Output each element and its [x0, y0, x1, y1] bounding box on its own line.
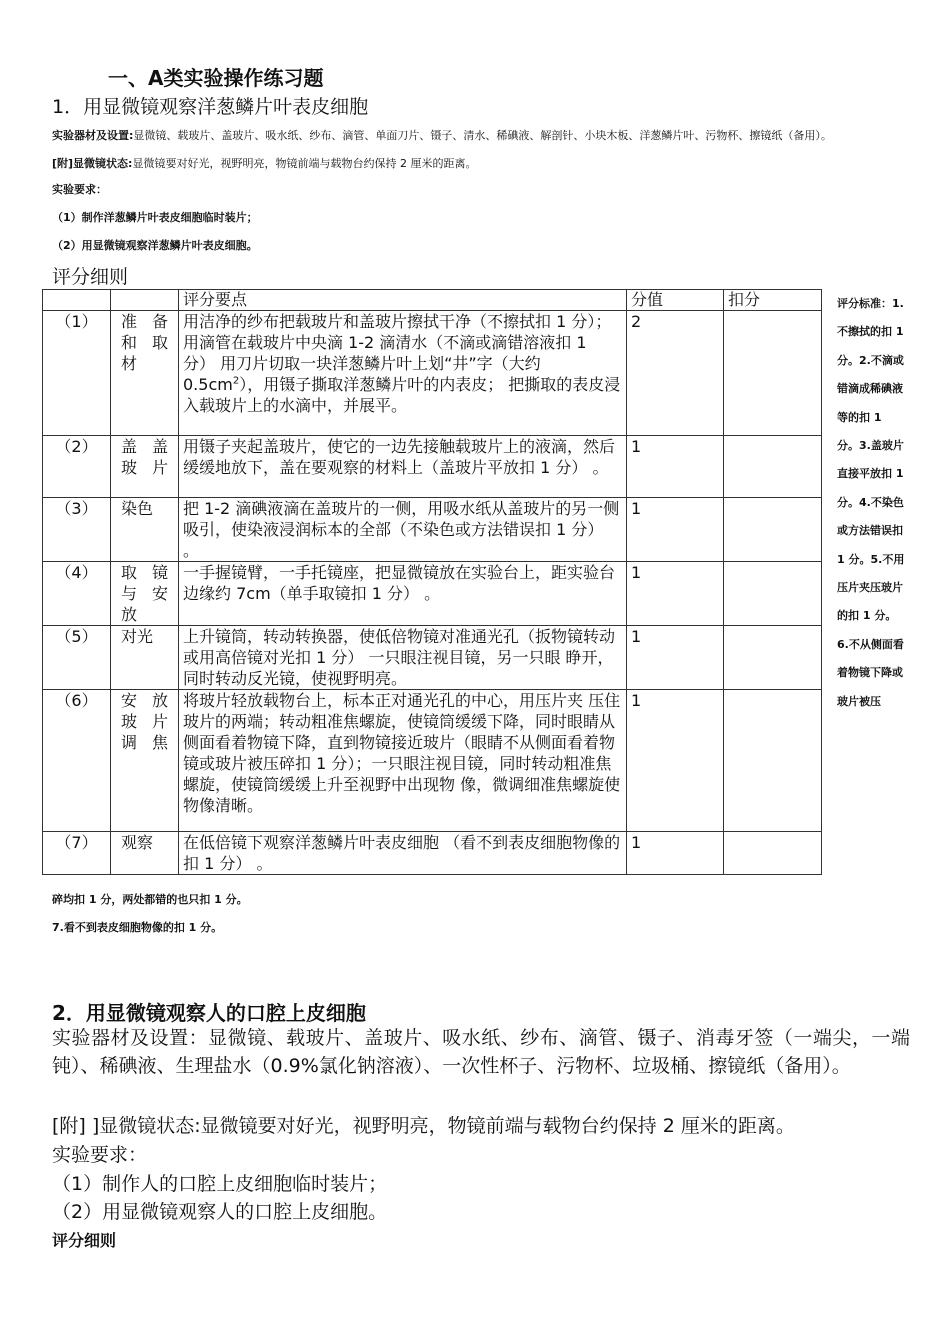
exp2-materials: 实验器材及设置：显微镜、载玻片、盖玻片、吸水纸、纱布、滴管、镊子、消毒牙签（一端尖，一端钝）、稀碘液、生理盐水（0.9%氯化钠溶液）、一次性杯子、污物杯、垃圾桶、擦镜纸（备用）。 [52, 1027, 910, 1077]
exp1-materials-text: 显微镜、载玻片、盖玻片、吸水纸、纱布、滴管、单面刀片、镊子、清水、稀碘液、解剖针、小块木板、洋葱鳞片叶、污物杯、擦镜纸（备用）。 [133, 129, 832, 142]
row-num: （7） [43, 832, 111, 875]
row-category: 染色 [111, 498, 179, 562]
exp1-title: 1．用显微镜观察洋葱鳞片叶表皮细胞 [52, 96, 369, 118]
row-point: 上升镜筒，转动转换器，使低倍物镜对准通光孔（扳物镜转动或用高倍镜对光扣 1 分） 一只眼注视目镜，另一只眼 睁开，同时转动反光镜，使视野明亮。 [179, 626, 627, 690]
row-point: 一手握镜臂，一手托镜座，把显微镜放在实验台上，距实验台边缘约 7cm（单手取镜扣 1 分） 。 [179, 562, 627, 626]
row-deduct [724, 832, 822, 875]
row-score: 1 [627, 832, 724, 875]
section-title: 一、A类实验操作练习题 [108, 66, 324, 90]
table-row [43, 436, 822, 498]
table-row [43, 498, 822, 562]
exp1-grade-title: 评分细则 [52, 266, 129, 288]
row-point: 将玻片轻放载物台上，标本正对通光孔的中心，用压片夹 压住玻片的两端；转动粗准焦螺旋，使镜筒缓缓下降，同时眼睛从侧面看着物镜下降，直到物镜接近玻片（眼睛不从侧面看着物镜或玻片被压碎扣 1 分）；一只眼注视目镜，同时转动粗准焦螺旋，使镜筒缓缓上升至视野中出现物 像，微调细准焦螺旋使物像清晰。 [179, 690, 627, 832]
row-point: 用镊子夹起盖玻片，使它的一边先接触载玻片上的液滴，然后缓缓地放下，盖在要观察的材料上（盖玻片平放扣 1 分） 。 [179, 436, 627, 498]
exp1-materials [52, 124, 832, 143]
row-deduct [724, 626, 822, 690]
exp2-title: 2．用显微镜观察人的口腔上皮细胞 [52, 1001, 366, 1025]
row-deduct [724, 562, 822, 626]
table-row [43, 626, 822, 690]
row-num: （4） [43, 562, 111, 626]
row-point: 在低倍镜下观察洋葱鳞片叶表皮细胞 （看不到表皮细胞物像的扣 1 分） 。 [179, 832, 627, 875]
header-cell [43, 290, 111, 311]
row-score: 2 [627, 311, 724, 436]
row-num: （2） [43, 436, 111, 498]
exp2-req2: （2）用显微镜观察人的口腔上皮细胞。 [52, 1201, 388, 1223]
row-num: （1） [43, 311, 111, 436]
row-category: 准备和取材 [111, 311, 179, 436]
row-num: （6） [43, 690, 111, 832]
exp1-req-label: 实验要求： [52, 183, 107, 196]
header-point: 评分要点 [179, 290, 627, 311]
header-score: 分值 [627, 290, 724, 311]
exp1-status-label: [附]显微镜状态: [52, 157, 133, 170]
foot-note-1: 碎均扣 1 分，两处都错的也只扣 1 分。 [52, 893, 248, 906]
row-score: 1 [627, 498, 724, 562]
row-num: （5） [43, 626, 111, 690]
row-deduct [724, 436, 822, 498]
row-category: 对光 [111, 626, 179, 690]
table-header-row [43, 290, 822, 311]
table-row [43, 311, 822, 436]
row-deduct [724, 690, 822, 832]
table-row [43, 690, 822, 832]
row-score: 1 [627, 562, 724, 626]
foot-note-2: 7.看不到表皮细胞物像的扣 1 分。 [52, 921, 223, 934]
row-category: 盖盖玻片 [111, 436, 179, 498]
header-deduct: 扣分 [724, 290, 822, 311]
exp1-status [52, 152, 476, 171]
exp2-req-label: 实验要求： [52, 1144, 148, 1166]
scoring-table [42, 289, 822, 875]
table-row [43, 832, 822, 875]
header-cell [111, 290, 179, 311]
table-row [43, 562, 822, 626]
exp1-req2: （2）用显微镜观察洋葱鳞片叶表皮细胞。 [52, 239, 258, 252]
row-num: （3） [43, 498, 111, 562]
exp1-materials-label: 实验器材及设置: [52, 129, 134, 142]
exp2-req1: （1）制作人的口腔上皮细胞临时装片； [52, 1173, 388, 1195]
row-deduct [724, 311, 822, 436]
exp1-status-text: 显微镜要对好光，视野明亮，物镜前端与载物台约保持 2 厘米的距离。 [132, 157, 477, 170]
row-category: 取镜与安放 [111, 562, 179, 626]
row-point-tail: ），用镊子撕取洋葱鳞片叶的内表皮； 把撕取的表皮浸入载玻片上的水滴中，并展平。 [183, 375, 621, 415]
row-category: 安放玻片调焦 [111, 690, 179, 832]
exp2-status: [附] ]显微镜状态:显微镜要对好光，视野明亮，物镜前端与载物台约保持 2 厘米的距离。 [52, 1115, 795, 1137]
row-point [179, 311, 627, 436]
side-scoring-note: 评分标准：1.不擦拭的扣 1 分。2.不滴或错滴成稀碘液等的扣 1 分。3.盖玻片直接平放扣 1 分。4.不染色或方法错误扣 1 分。5.不用压片夹压玻片的扣 1 分。6.不从侧面看着物镜下降或玻片被压 [837, 297, 905, 708]
row-score: 1 [627, 690, 724, 832]
row-score: 1 [627, 626, 724, 690]
row-point: 把 1-2 滴碘液滴在盖玻片的一侧，用吸水纸从盖玻片的另一侧吸引，使染液浸润标本的全部（不染色或方法错误扣 1 分） 。 [179, 498, 627, 562]
row-point-text: 用洁净的纱布把载玻片和盖玻片擦拭干净（不擦拭扣 1 分）；用滴管在载玻片中央滴 1-2 滴清水（不滴或滴错溶液扣 1 分） 用刀片切取一块洋葱鳞片叶上划“井”字（大约 0.5cm [183, 312, 612, 394]
exp2-grade-title: 评分细则 [52, 1231, 117, 1250]
row-category: 观察 [111, 832, 179, 875]
row-deduct [724, 498, 822, 562]
exp1-req1: （1）制作洋葱鳞片叶表皮细胞临时装片； [52, 211, 258, 224]
row-point-sup: 2 [232, 375, 240, 387]
row-score: 1 [627, 436, 724, 498]
